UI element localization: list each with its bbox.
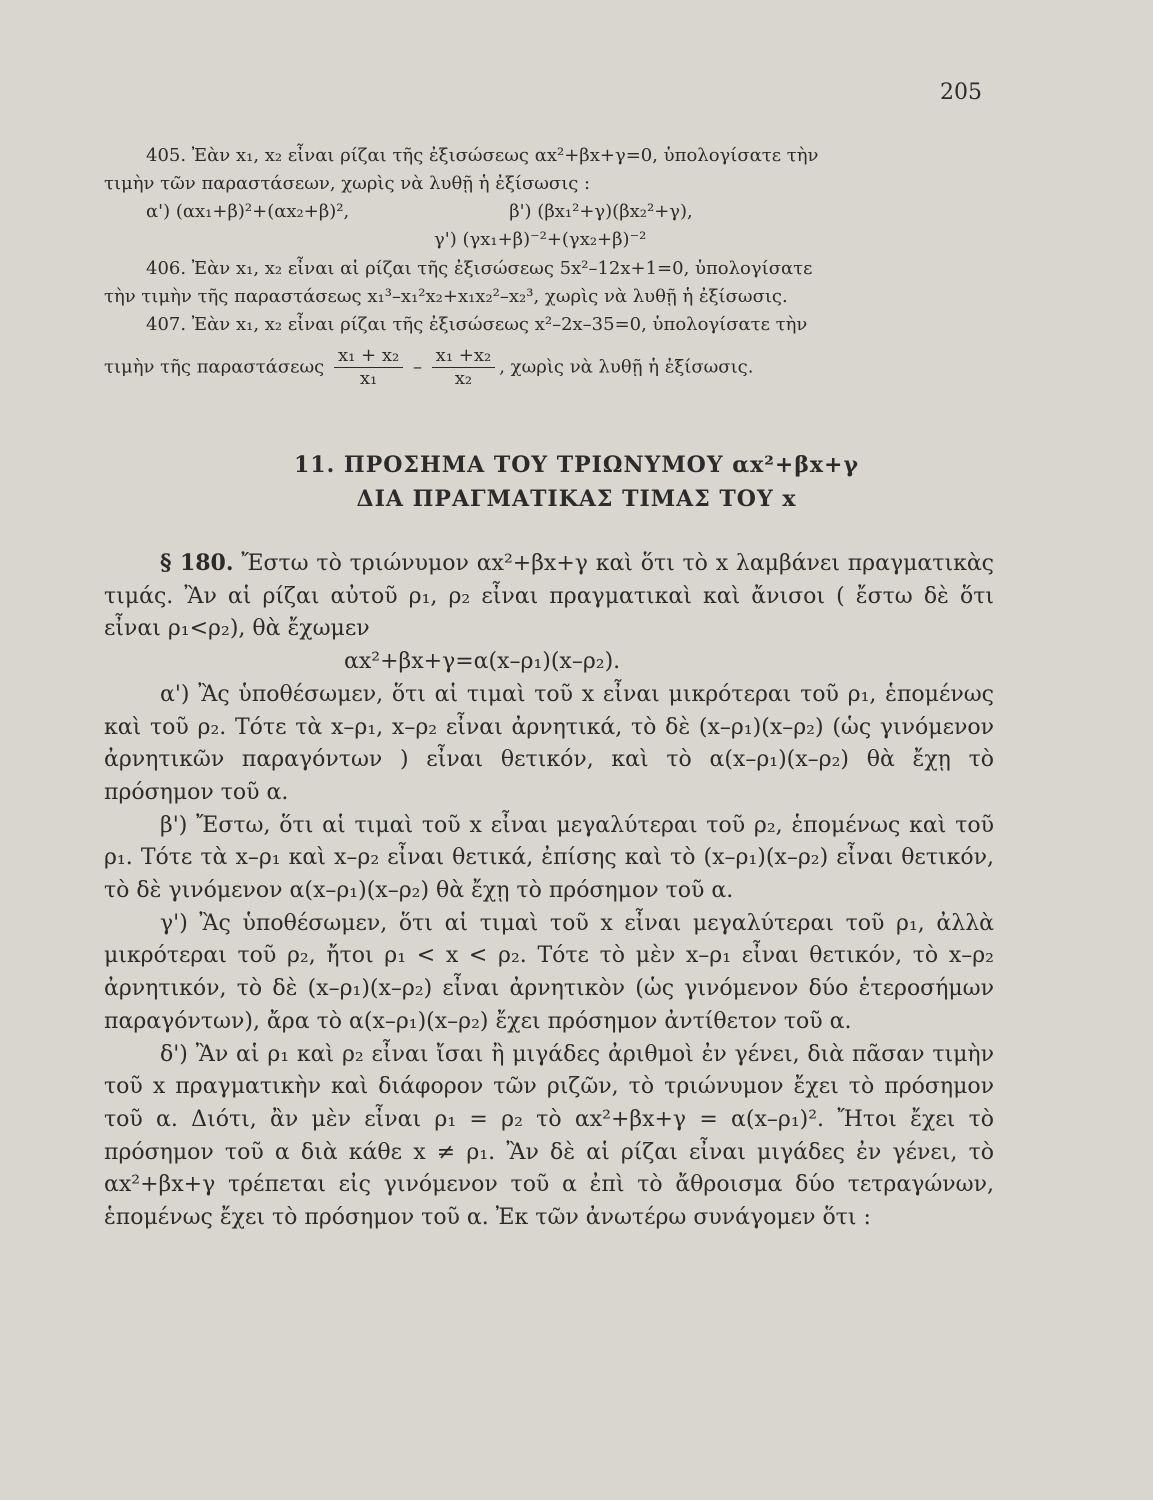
exercise-405-items-ab (104, 198, 994, 226)
exercise-407-suffix: , χωρὶς νὰ λυθῇ ἡ ἐξίσωσις. (499, 356, 754, 378)
case-b: β') Ἔστω, ὅτι αἱ τιμαὶ τοῦ x εἶναι μεγαλύτεραι τοῦ ρ₂, ἑπομένως καὶ τοῦ ρ₁. Τότε τὰ x–ρ₁ καὶ x–ρ₂ εἶναι θετικά, ἐπίσης καὶ τὸ (x–ρ₁)(x–ρ₂) εἶναι θετικόν, τὸ δὲ γινόμενον α(x–ρ₁)(x–ρ₂) θὰ ἔχῃ τὸ πρόσημον τοῦ α. (104, 812, 994, 904)
exercise-407-prefix: τιμὴν τῆς παραστάσεως (104, 356, 325, 378)
fraction-2-denominator: x₂ (454, 368, 473, 389)
exercise-405-line2: τιμὴν τῶν παραστάσεων, χωρὶς νὰ λυθῇ ἡ ἐξίσωσις : (104, 173, 591, 194)
exercise-405-line1: 405. Ἐὰν x₁, x₂ εἶναι ρίζαι τῆς ἐξισώσεως αx²+βx+γ=0, ὑπολογίσατε τὴν (146, 145, 819, 166)
chapter-heading-line1: 11. ΠΡΟΣΗΜΑ ΤΟΥ ΤΡΙΩΝΥΜΟΥ αx²+βx+γ (293, 452, 860, 478)
exercise-406-line1: 406. Ἐὰν x₁, x₂ εἶναι αἱ ρίζαι τῆς ἐξισώσεως 5x²–12x+1=0, ὑπολογίσατε (146, 258, 813, 279)
section-180-p1: Ἔστω τὸ τριώνυμον αx²+βx+γ καὶ ὅτι τὸ x λαμβάνει πραγματικὰς τιμάς. Ἂν αἱ ρίζαι αὐτοῦ ρ₁, ρ₂ εἶναι πραγματικαὶ καὶ ἄνισοι ( ἔστω δὲ ὅτι εἶναι ρ₁<ρ₂), θὰ ἔχωμεν (104, 551, 994, 642)
section-180 (104, 547, 994, 1235)
exercise-405-item-c: γ') (γx₁+β)⁻²+(γx₂+β)⁻² (434, 229, 647, 250)
case-d: δ') Ἂν αἱ ρ₁ καὶ ρ₂ εἶναι ἴσαι ἢ μιγάδες ἀριθμοὶ ἐν γένει, διὰ πᾶσαν τιμὴν τοῦ x πραγματικὴν καὶ διάφορον τῶν ριζῶν, τὸ τριώνυμον ἔχει τὸ πρόσημον τοῦ α. Διότι, ἂν μὲν εἶναι ρ₁ = ρ₂ τὸ αx²+βx+γ = α(x–ρ₁)². Ἤτοι ἔχει τὸ πρόσημον τοῦ α διὰ κάθε x ≠ ρ₁. Ἂν δὲ αἱ ρίζαι εἶναι μιγάδες ἐν γένει, τὸ αx²+βx+γ τρέπεται εἰς γινόμενον τοῦ α ἐπὶ τὸ ἄθροισμα δύο τετραγώνων, ἑπομένως ἔχει τὸ πρόσημον τοῦ α. Ἐκ τῶν ἀνωτέρω συνάγομεν ὅτι : (104, 1041, 994, 1231)
exercise-407-line2 (104, 345, 994, 390)
page-number: 205 (940, 80, 982, 105)
fraction-1-numerator: x₁ + x₂ (334, 345, 403, 368)
exercise-406 (104, 255, 994, 311)
minus-sign: – (412, 356, 422, 378)
exercise-405 (104, 142, 994, 254)
section-180-intro (104, 547, 994, 646)
chapter-heading-line2: ΔΙΑ ΠΡΑΓΜΑΤΙΚΑΣ ΤΙΜΑΣ ΤΟΥ x (356, 486, 797, 512)
case-c: γ') Ἂς ὑποθέσωμεν, ὅτι αἱ τιμαὶ τοῦ x εἶναι μεγαλύτεραι τοῦ ρ₁, ἀλλὰ μικρότεραι τοῦ ρ₂, ἤτοι ρ₁ < x < ρ₂. Τότε τὸ μὲν x–ρ₁ εἶναι θετικόν, τὸ x–ρ₂ ἀρνητικόν, τὸ δὲ (x–ρ₁)(x–ρ₂) εἶναι ἀρνητικὸν (ὡς γινόμενον δύο ἑτεροσήμων παραγόντων), ἄρα τὸ α(x–ρ₁)(x–ρ₂) ἔχει πρόσημον ἀντίθετον τοῦ α. (104, 910, 994, 1034)
fraction-1-denominator: x₁ (359, 368, 378, 389)
fraction-1 (334, 345, 403, 390)
exercise-407 (104, 311, 994, 390)
section-label: § 180. (160, 550, 234, 576)
case-a: α') Ἂς ὑποθέσωμεν, ὅτι αἱ τιμαὶ τοῦ x εἶναι μικρότεραι τοῦ ρ₁, ἑπομένως καὶ τοῦ ρ₂. Τότε τὰ x–ρ₁, x–ρ₂ εἶναι ἀρνητικά, τὸ δὲ (x–ρ₁)(x–ρ₂) (ὡς γινόμενον ἀρνητικῶν παραγόντων ) εἶναι θετικόν, καὶ τὸ α(x–ρ₁)(x–ρ₂) θὰ ἔχῃ τὸ πρόσημον τοῦ α. (104, 681, 994, 805)
fraction-2-numerator: x₁ +x₂ (432, 345, 496, 368)
factorization-equation: αx²+βx+γ=α(x–ρ₁)(x–ρ₂). (344, 649, 621, 675)
fraction-2 (432, 345, 496, 390)
exercise-405-item-a: α') (αx₁+β)²+(αx₂+β)², (146, 201, 350, 222)
exercise-406-line2: τὴν τιμὴν τῆς παραστάσεως x₁³–x₁²x₂+x₁x₂²–x₂³, χωρὶς νὰ λυθῇ ἡ ἐξίσωσις. (104, 286, 788, 307)
exercise-407-line1: 407. Ἐὰν x₁, x₂ εἶναι ρίζαι τῆς ἐξισώσεως x²–2x–35=0, ὑπολογίσατε τὴν (146, 314, 808, 335)
exercise-405-item-b: β') (βx₁²+γ)(βx₂²+γ), (509, 201, 693, 222)
